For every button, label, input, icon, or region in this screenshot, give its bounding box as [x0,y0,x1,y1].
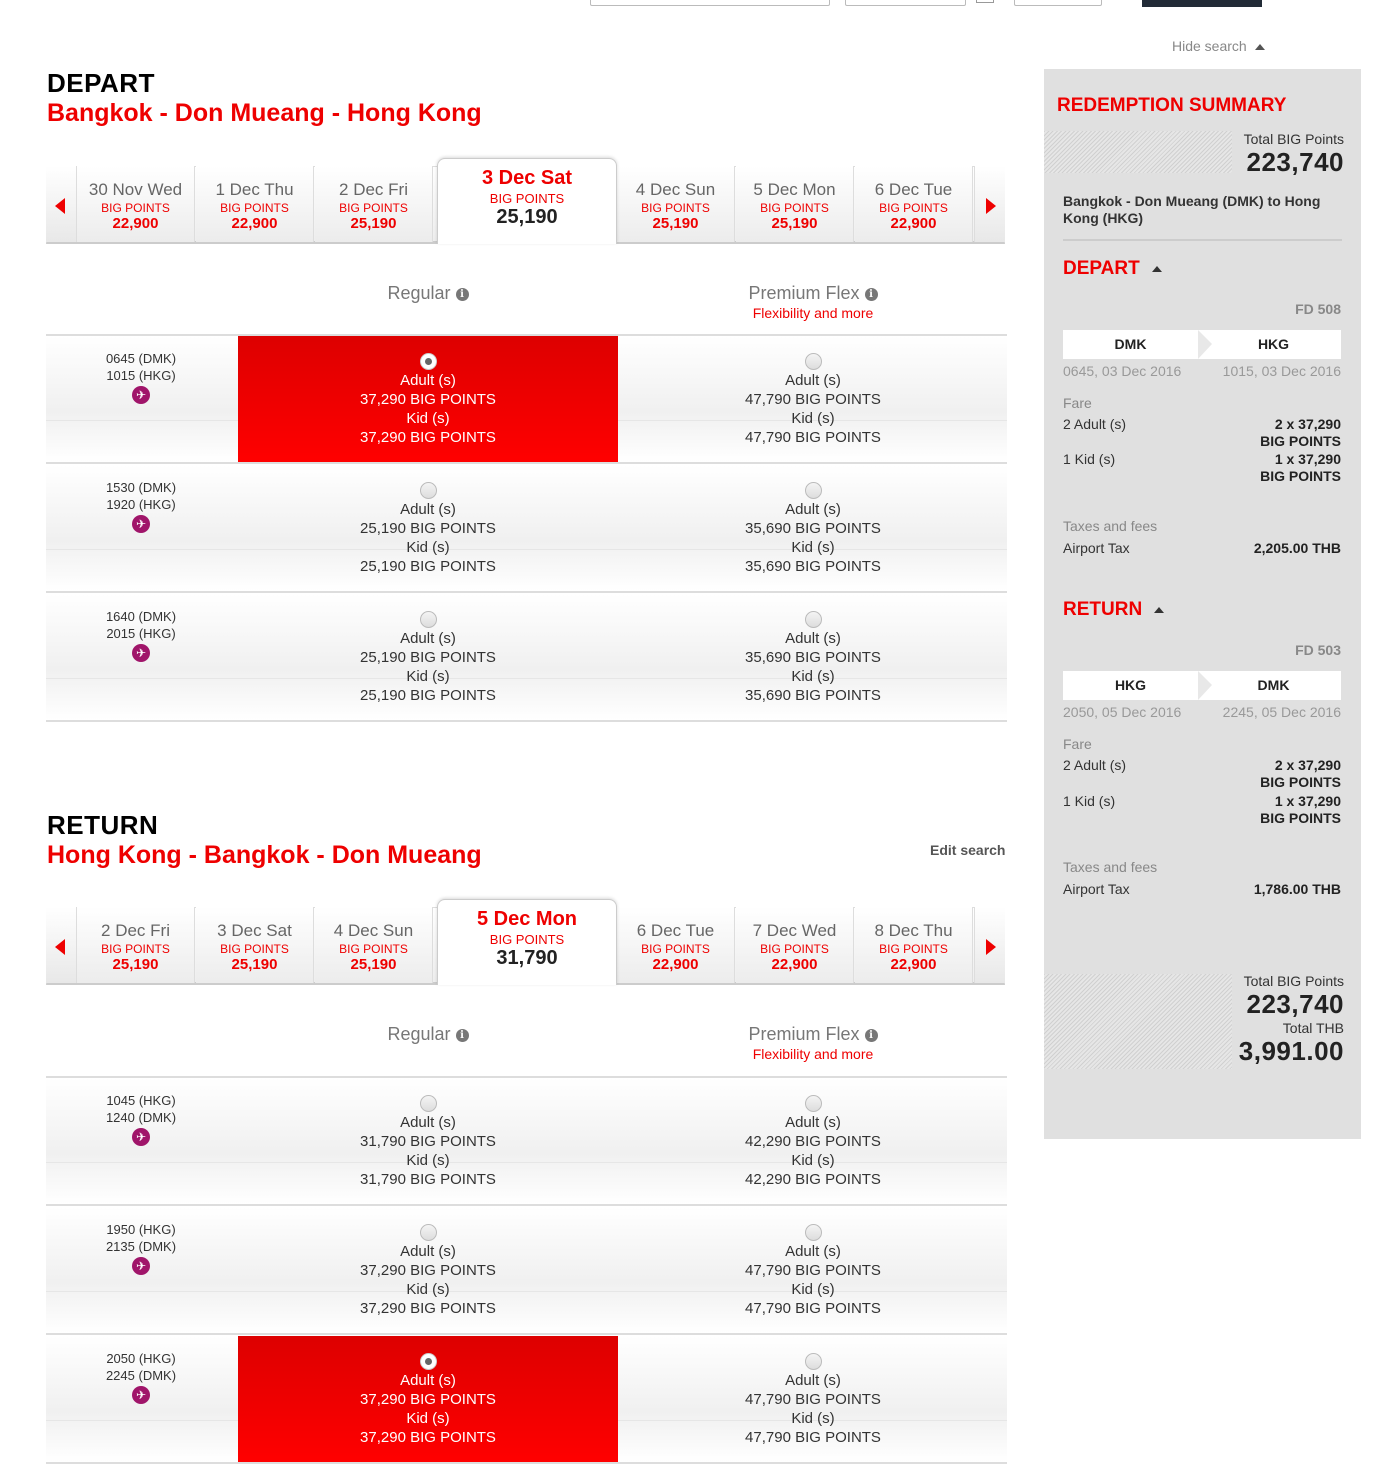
date-points: 25,190 [350,215,397,232]
kid-fare [1260,793,1341,827]
radio[interactable] [805,1095,822,1112]
radio-selected[interactable] [420,353,437,370]
leg-from: HKG [1114,677,1147,693]
summary-return-label: RETURN [1063,599,1143,620]
flight-times [101,350,181,404]
flight-times [101,608,181,662]
arrow-right-icon [986,198,996,214]
premium-fare-option[interactable] [623,1336,1003,1462]
kid-count: 1 Kid (s) [1063,451,1116,467]
points-unit: BIG POINTS [101,942,170,956]
hatch-pattern [1044,131,1232,173]
return-flight-row [46,1336,1007,1464]
kid-points: 47,790 BIG POINTS [745,429,881,446]
adult-fare [1260,757,1341,791]
adult-points: 31,790 BIG POINTS [360,1133,496,1150]
depart-flight-row [46,594,1007,722]
summary-route: Bangkok - Don Mueang (DMK) to Hong Kong (HKG) [1063,193,1321,226]
hide-search-link[interactable] [1172,38,1265,54]
date-label: 5 Dec Mon [753,180,836,199]
arr-time: 2135 (DMK) [105,1239,177,1254]
adult-label: Adult (s) [785,1243,841,1260]
date-points: 22,900 [890,956,937,973]
kid-label: Kid (s) [406,539,450,556]
kid-label: Kid (s) [791,539,835,556]
kid-points: 25,190 BIG POINTS [360,687,496,704]
kid-points: 37,290 BIG POINTS [360,1300,496,1317]
kid-count: 1 Kid (s) [1063,793,1116,809]
return-heading: RETURN [47,810,159,840]
depart-next-dates-button[interactable] [974,166,1005,242]
date-points: 22,900 [890,215,937,232]
airport-tax-label: Airport Tax [1063,881,1130,897]
kid-fare-value: 1 x 37,290 [1274,451,1341,467]
depart-flight-row [46,336,1007,464]
summary-title: REDEMPTION SUMMARY [1057,95,1287,116]
kid-fare-value: 1 x 37,290 [1274,793,1341,809]
depart-date-tab[interactable] [315,166,433,242]
date-points: 25,190 [496,206,558,228]
kid-label: Kid (s) [406,1152,450,1169]
adult-count: 2 Adult (s) [1063,416,1127,432]
adult-fare [1260,416,1341,450]
taxes-label: Taxes and fees [1063,518,1158,534]
points-unit: BIG POINTS [339,942,408,956]
adult-label: Adult (s) [785,501,841,518]
regular-fare-option[interactable] [238,336,618,462]
arrow-right-icon [986,939,996,955]
plane-icon[interactable]: ✈ [132,1386,150,1404]
points-unit: BIG POINTS [879,201,948,215]
points-unit: BIG POINTS [641,201,710,215]
summary-depart-toggle[interactable] [1063,258,1162,280]
date-points: 25,190 [652,215,699,232]
return-date-tab[interactable] [315,907,433,983]
premium-fare-option[interactable] [623,465,1003,591]
return-date-tab[interactable] [736,907,854,983]
plane-icon[interactable]: ✈ [132,386,150,404]
points-unit: BIG POINTS [101,201,170,215]
total-thb-label: Total THB [1282,1020,1344,1036]
plane-icon[interactable]: ✈ [132,1257,150,1275]
kid-fare [1260,451,1341,485]
leg-route [1063,671,1341,700]
regular-label: Regular [387,283,451,303]
adult-label: Adult (s) [400,1372,456,1389]
arr-time: 1015 (HKG) [106,368,176,383]
date-label: 2 Dec Fri [339,180,408,199]
date-label: 4 Dec Sun [635,180,716,199]
dep-time: 1530 (DMK) [105,480,177,495]
airport-tax-value: 1,786.00 THB [1253,881,1341,897]
airport-tax-label: Airport Tax [1063,540,1130,556]
return-flight-row [46,1207,1007,1335]
plane-icon[interactable]: ✈ [132,644,150,662]
radio[interactable] [805,611,822,628]
date-points: 22,900 [112,215,159,232]
points-unit: BIG POINTS [879,942,948,956]
total-points-label: Total BIG Points [1243,973,1344,989]
date-input[interactable] [845,0,966,6]
return-date-tab-active[interactable] [437,899,617,985]
date-label: 8 Dec Thu [874,921,953,940]
adult-label: Adult (s) [400,501,456,518]
dep-time: 1045 (HKG) [106,1093,176,1108]
date-points: 22,900 [231,215,278,232]
adult-points: 25,190 BIG POINTS [360,520,496,537]
flight-times [101,1350,181,1404]
points-unit: BIG POINTS [760,201,829,215]
caret-up-icon [1152,266,1162,272]
leg-from-time: 0645, 03 Dec 2016 [1063,363,1182,379]
premium-flex-label: Premium Flex [748,283,860,303]
date-label: 1 Dec Thu [215,180,294,199]
fare-label: Fare [1063,395,1092,411]
adult-label: Adult (s) [400,372,456,389]
return-route: Hong Kong - Bangkok - Don Mueang [47,841,482,869]
adult-points: 35,690 BIG POINTS [745,520,881,537]
return-date-tab[interactable] [855,907,973,983]
kid-points: 47,790 BIG POINTS [745,1300,881,1317]
kid-label: Kid (s) [791,1410,835,1427]
arrow-left-icon [55,198,65,214]
kid-label: Kid (s) [791,668,835,685]
airport-tax-value: 2,205.00 THB [1253,540,1341,556]
info-icon[interactable]: i [865,1029,878,1042]
adult-label: Adult (s) [400,1114,456,1131]
passenger-select[interactable] [1014,0,1102,6]
date-label: 2 Dec Fri [101,921,170,940]
flight-number: FD 508 [1295,301,1341,317]
caret-up-icon [1154,607,1164,613]
leg-from-time: 2050, 05 Dec 2016 [1063,704,1182,720]
date-points: 22,900 [771,956,818,973]
adult-points: 25,190 BIG POINTS [360,649,496,666]
regular-fare-option[interactable] [238,1207,618,1333]
date-label: 5 Dec Mon [476,908,578,930]
date-label: 3 Dec Sat [481,167,573,189]
depart-prev-dates-button[interactable] [46,166,77,242]
adult-fare-unit: BIG POINTS [1260,433,1341,449]
arr-time: 2245 (DMK) [105,1368,177,1383]
kid-points: 47,790 BIG POINTS [745,1429,881,1446]
regular-fare-option[interactable] [238,1078,618,1204]
edit-search-link[interactable]: Edit search [930,842,1006,858]
hatch-pattern [1044,974,1232,1069]
kid-points: 25,190 BIG POINTS [360,558,496,575]
adult-points: 37,290 BIG POINTS [360,1391,496,1408]
dep-time: 0645 (DMK) [105,351,177,366]
flexibility-link[interactable]: Flexibility and more [752,1046,874,1062]
radio[interactable] [805,1224,822,1241]
kid-label: Kid (s) [406,668,450,685]
adult-label: Adult (s) [785,630,841,647]
date-points: 22,900 [652,956,699,973]
date-label: 6 Dec Tue [874,180,953,199]
depart-date-tab[interactable] [77,166,195,242]
depart-date-tab[interactable] [617,166,735,242]
return-flight-row [46,1078,1007,1206]
kid-points: 31,790 BIG POINTS [360,1171,496,1188]
adult-points: 42,290 BIG POINTS [745,1133,881,1150]
radio[interactable] [420,1095,437,1112]
total-points-value: 223,740 [1246,989,1344,1019]
adult-points: 37,290 BIG POINTS [360,1262,496,1279]
premium-fare-option[interactable] [623,594,1003,720]
return-date-tab[interactable] [196,907,314,983]
return-prev-dates-button[interactable] [46,907,77,983]
depart-date-tab[interactable] [855,166,973,242]
dep-time: 1640 (DMK) [105,609,177,624]
date-label: 4 Dec Sun [333,921,414,940]
adult-count: 2 Adult (s) [1063,757,1127,773]
kid-fare-unit: BIG POINTS [1260,810,1341,826]
flight-times [101,1092,181,1146]
return-date-tab[interactable] [77,907,195,983]
adult-points: 47,790 BIG POINTS [745,1262,881,1279]
info-icon[interactable]: i [865,288,878,301]
depart-regular-header [238,283,618,304]
kid-fare-unit: BIG POINTS [1260,468,1341,484]
kid-points: 42,290 BIG POINTS [745,1171,881,1188]
return-premium-header [623,1024,1003,1062]
dep-time: 2050 (HKG) [106,1351,176,1366]
arrow-left-icon [55,939,65,955]
depart-date-carousel [46,166,1005,244]
kid-label: Kid (s) [406,1281,450,1298]
kid-label: Kid (s) [791,1281,835,1298]
date-label: 3 Dec Sat [217,921,292,940]
regular-fare-option[interactable] [238,594,618,720]
radio[interactable] [420,611,437,628]
origin-select[interactable] [590,0,830,6]
leg-to-time: 2245, 05 Dec 2016 [1222,704,1341,720]
points-unit: BIG POINTS [339,201,408,215]
radio-selected[interactable] [420,1353,437,1370]
adult-points: 47,790 BIG POINTS [745,1391,881,1408]
date-label: 6 Dec Tue [636,921,715,940]
return-regular-header [238,1024,618,1045]
depart-date-tab[interactable] [736,166,854,242]
radio[interactable] [420,482,437,499]
date-points: 31,790 [496,947,558,969]
radio[interactable] [805,1353,822,1370]
flight-number: FD 503 [1295,642,1341,658]
summary-total-top [1244,131,1344,178]
kid-label: Kid (s) [406,410,450,427]
plane-icon[interactable]: ✈ [132,1128,150,1146]
depart-route: Bangkok - Don Mueang - Hong Kong [47,99,482,127]
calendar-icon[interactable] [976,0,994,3]
premium-fare-option[interactable] [623,336,1003,462]
depart-date-tab[interactable] [196,166,314,242]
adult-points: 37,290 BIG POINTS [360,391,496,408]
taxes-label: Taxes and fees [1063,859,1158,875]
adult-fare-value: 2 x 37,290 [1274,757,1341,773]
adult-label: Adult (s) [400,1243,456,1260]
points-unit: BIG POINTS [760,942,829,956]
adult-label: Adult (s) [785,1114,841,1131]
flight-times [101,1221,181,1275]
leg-to: DMK [1257,677,1290,693]
plane-icon[interactable]: ✈ [132,515,150,533]
adult-label: Adult (s) [785,372,841,389]
adult-label: Adult (s) [785,1372,841,1389]
summary-return-toggle[interactable] [1063,599,1164,621]
regular-fare-option[interactable] [238,1336,618,1462]
radio[interactable] [805,482,822,499]
search-button[interactable] [1142,0,1262,7]
date-points: 25,190 [771,215,818,232]
total-points-label: Total BIG Points [1243,131,1344,147]
info-icon[interactable]: i [456,1029,469,1042]
return-date-tab[interactable] [617,907,735,983]
redemption-summary-panel [1044,69,1361,1139]
adult-label: Adult (s) [400,630,456,647]
radio[interactable] [420,1224,437,1241]
kid-points: 35,690 BIG POINTS [745,687,881,704]
hide-search-label: Hide search [1172,38,1247,54]
leg-from: DMK [1114,336,1147,352]
regular-fare-option[interactable] [238,465,618,591]
adult-fare-unit: BIG POINTS [1260,774,1341,790]
depart-date-tab-active[interactable] [437,158,617,244]
date-points: 25,190 [231,956,278,973]
adult-points: 35,690 BIG POINTS [745,649,881,666]
premium-flex-label: Premium Flex [748,1024,860,1044]
return-date-carousel [46,907,1005,985]
kid-label: Kid (s) [791,1152,835,1169]
depart-premium-header [623,283,1003,321]
date-label: 30 Nov Wed [88,180,183,199]
kid-label: Kid (s) [791,410,835,427]
total-thb-value: 3,991.00 [1238,1036,1344,1066]
flexibility-link[interactable]: Flexibility and more [752,305,874,321]
kid-points: 35,690 BIG POINTS [745,558,881,575]
kid-points: 37,290 BIG POINTS [360,1429,496,1446]
fare-label: Fare [1063,736,1092,752]
return-next-dates-button[interactable] [974,907,1005,983]
dep-time: 1950 (HKG) [106,1222,176,1237]
kid-label: Kid (s) [406,1410,450,1427]
caret-up-icon [1255,44,1265,50]
info-icon[interactable]: i [456,288,469,301]
adult-fare-value: 2 x 37,290 [1274,416,1341,432]
arr-time: 2015 (HKG) [106,626,176,641]
radio[interactable] [805,353,822,370]
summary-depart-label: DEPART [1063,258,1140,279]
points-unit: BIG POINTS [220,942,289,956]
summary-grand-total [1239,973,1344,1067]
arr-time: 1240 (DMK) [105,1110,177,1125]
leg-to-time: 1015, 03 Dec 2016 [1222,363,1341,379]
date-label: 7 Dec Wed [752,921,837,940]
premium-fare-option[interactable] [623,1207,1003,1333]
leg-to: HKG [1257,336,1290,352]
points-unit: BIG POINTS [489,191,565,206]
flight-times [101,479,181,533]
date-points: 25,190 [112,956,159,973]
points-unit: BIG POINTS [220,201,289,215]
points-unit: BIG POINTS [641,942,710,956]
depart-heading: DEPART [47,68,155,98]
regular-label: Regular [387,1024,451,1044]
points-unit: BIG POINTS [489,932,565,947]
divider [1063,239,1342,241]
date-points: 25,190 [350,956,397,973]
total-points-value: 223,740 [1246,147,1344,177]
leg-route [1063,330,1341,359]
kid-points: 37,290 BIG POINTS [360,429,496,446]
arr-time: 1920 (HKG) [106,497,176,512]
adult-points: 47,790 BIG POINTS [745,391,881,408]
premium-fare-option[interactable] [623,1078,1003,1204]
depart-flight-row [46,465,1007,593]
